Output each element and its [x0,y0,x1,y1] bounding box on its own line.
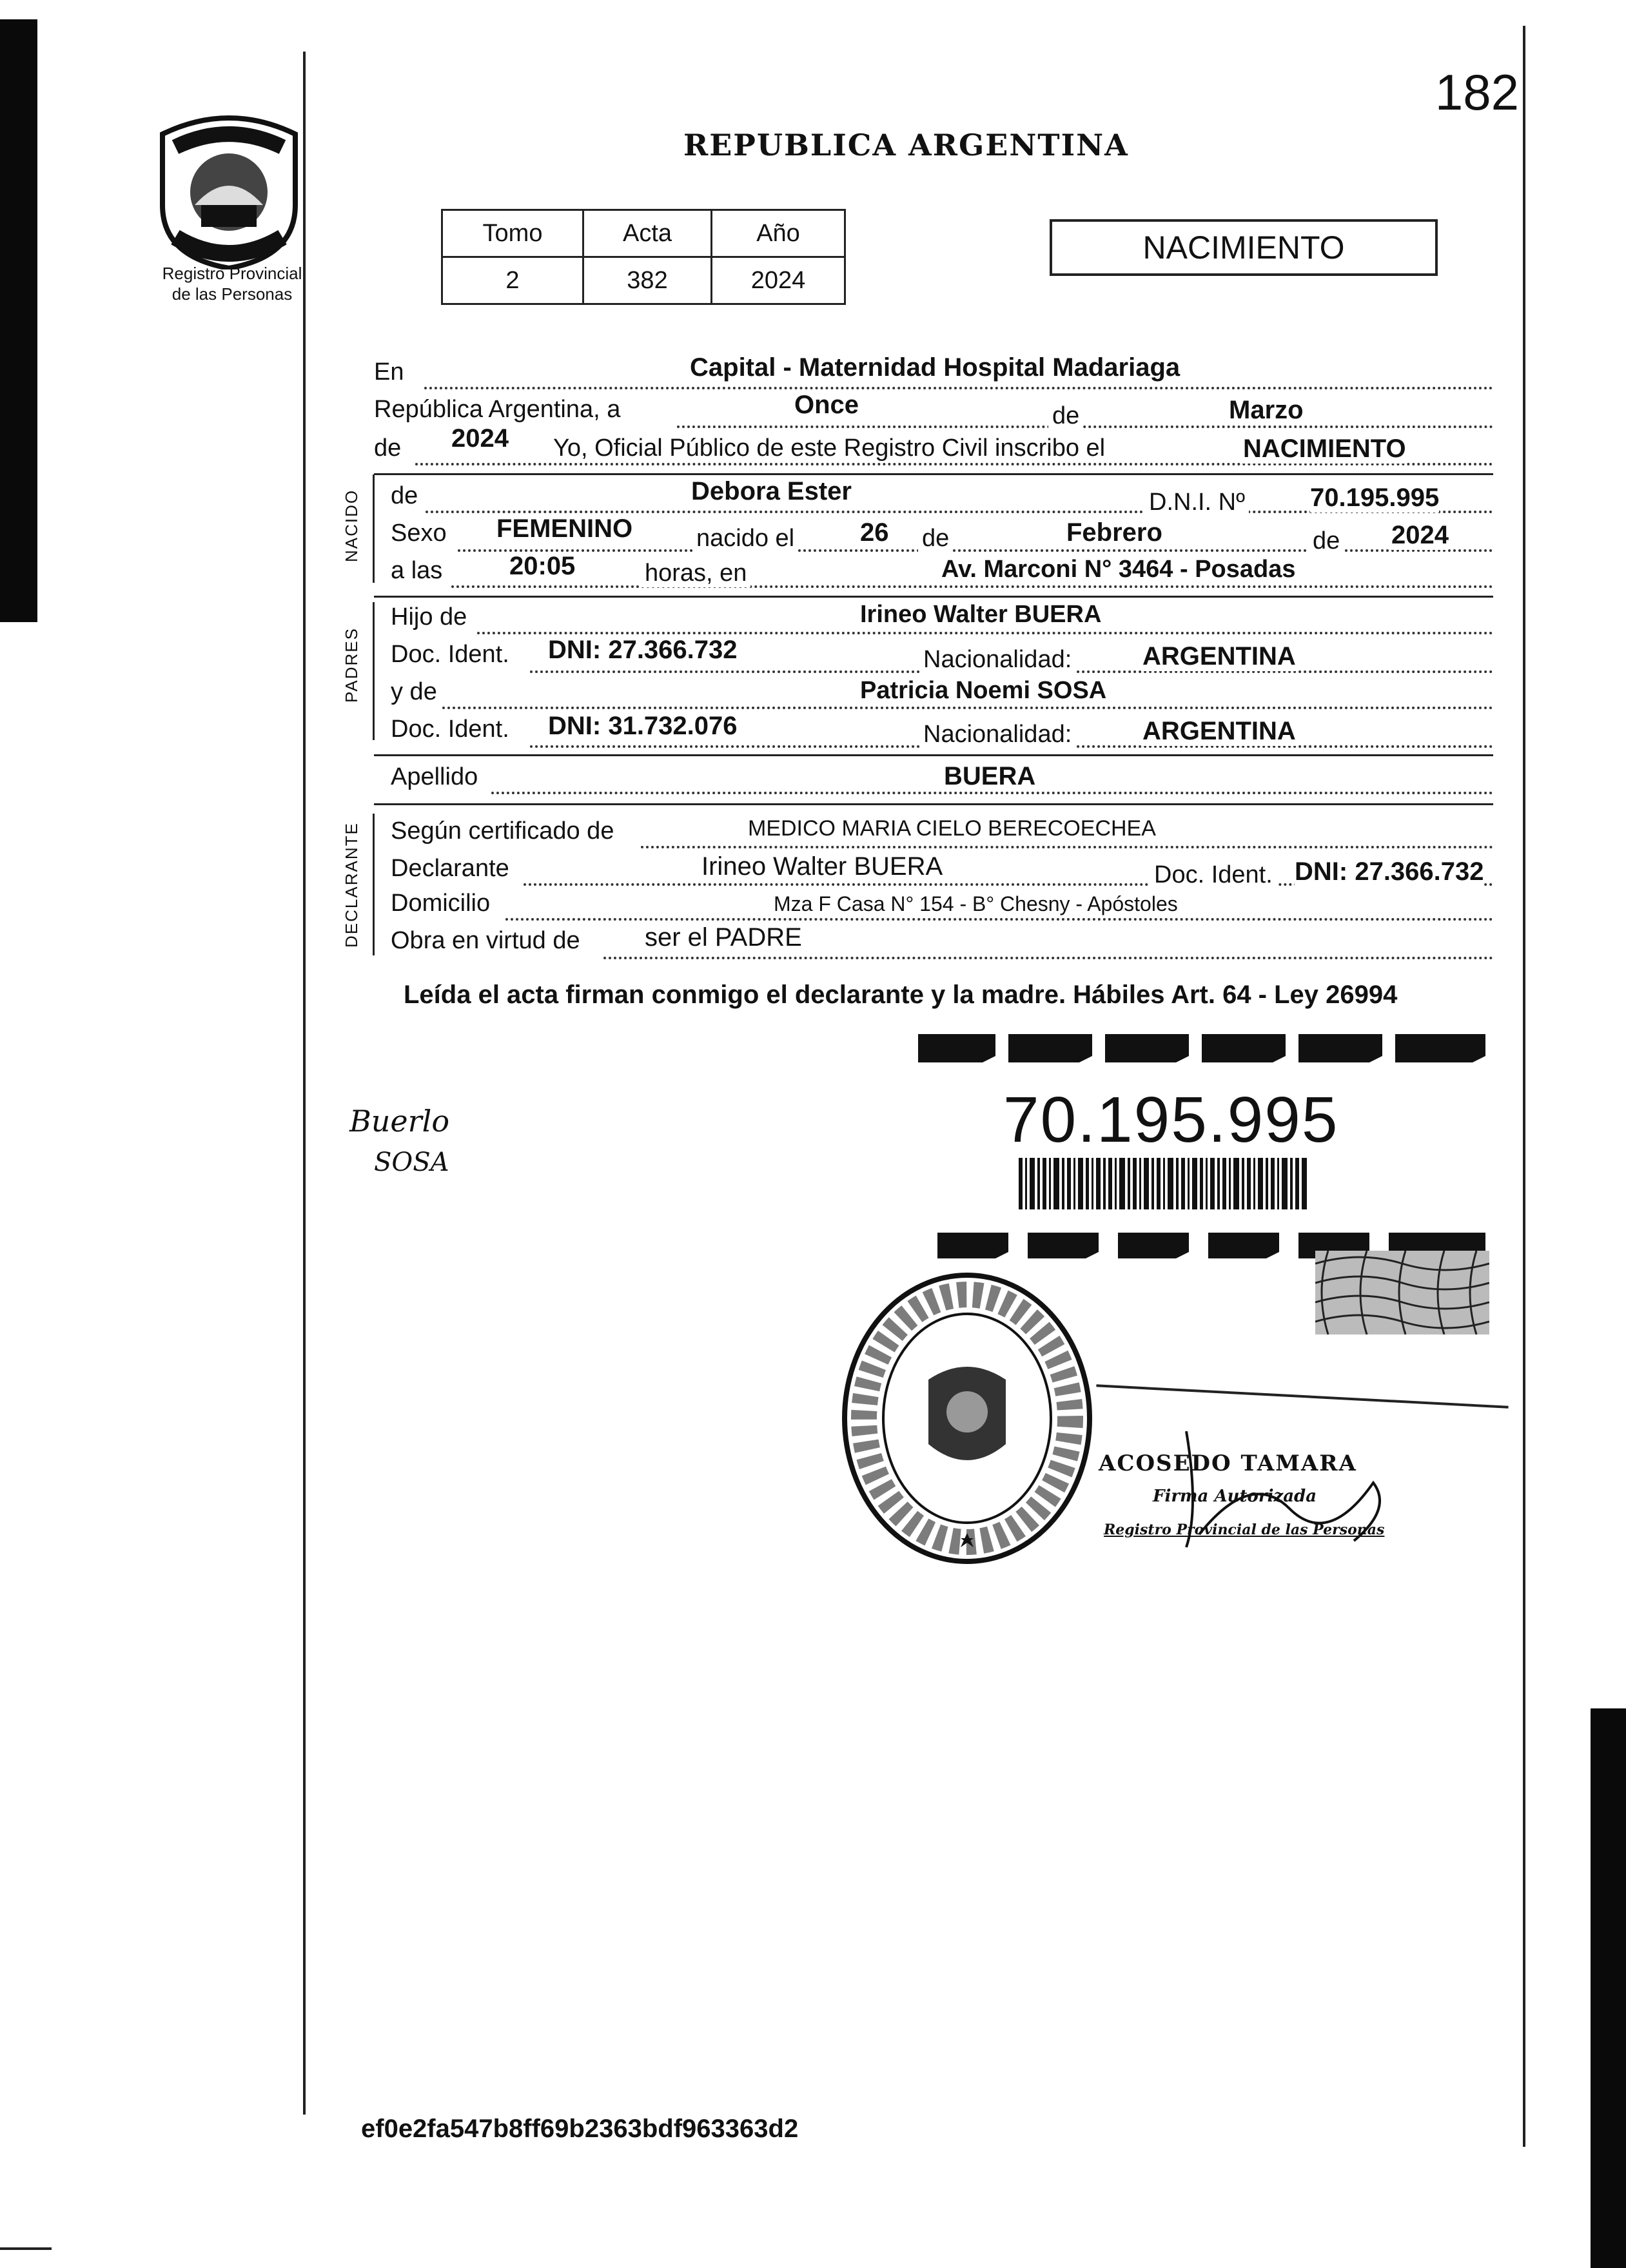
registry-org-label [129,263,335,304]
domicilio-label: Domicilio [391,890,491,917]
republica-label: República Argentina, a [374,396,621,423]
acta-header: Acta [583,210,712,257]
page-number: 182 [1435,64,1519,121]
record-year: 2024 [451,424,509,453]
section-bracket [373,814,375,955]
security-band-top [918,1028,1492,1073]
tomo-value: 2 [442,257,583,304]
de-label: de [391,482,418,509]
nacido-el-label: nacido el [692,525,798,552]
scan-edge-left [0,19,37,622]
surname: BUERA [944,762,1036,790]
declarant-relation: ser el PADRE [645,923,802,952]
de-label: de [1048,402,1083,430]
document-hash: ef0e2fa547b8ff69b2363bdf963363d2 [361,2115,799,2143]
sexo-label: Sexo [391,520,447,547]
section-bracket [373,602,375,740]
doc-ident-label: Doc. Ident. [1150,861,1277,889]
apellido-label: Apellido [391,763,478,790]
signature-line [1096,1384,1508,1408]
tomo-header: Tomo [442,210,583,257]
birth-place: Av. Marconi N° 3464 - Posadas [941,556,1296,583]
doc-ident-label: Doc. Ident. [391,716,509,743]
birth-month: Febrero [1066,518,1162,547]
declarante-label: Declarante [391,855,509,882]
guilloche-pattern [1315,1251,1489,1334]
en-label: En [374,358,404,386]
y-de-label: y de [391,678,437,705]
registry-table [441,209,846,305]
declarant-name: Irineo Walter BUERA [701,852,943,881]
org-line-1: Registro Provincial [162,264,302,283]
mother-dni: DNI: 31.732.076 [548,712,738,740]
padres-side-label: PADRES [342,627,361,703]
anio-header: Año [712,210,845,257]
registry-header-row [442,210,845,257]
declarant-address: Mza F Casa N° 154 - B° Chesny - Apóstoles [774,892,1178,915]
cert-label: Según certificado de [391,817,614,845]
dotted-line [424,387,1493,389]
de-label: de [1309,527,1344,555]
section-separator [374,754,1493,756]
dotted-line [451,585,1493,588]
barcode-icon [1019,1158,1309,1209]
official-text: Yo, Oficial Público de este Registro Civil inscribo el [549,435,1109,462]
officer-role: Firma Autorizada [1153,1487,1317,1506]
hijo-de-label: Hijo de [391,603,467,631]
acta-value: 382 [583,257,712,304]
country-title: REPUBLICA ARGENTINA [683,128,1129,162]
dotted-line [505,918,1493,921]
dotted-line [477,632,1493,634]
birth-year: 2024 [1391,521,1449,549]
declarante-side-label: DECLARANTE [342,822,361,948]
nacido-side-label: NACIDO [342,489,361,562]
father-nationality: ARGENTINA [1142,642,1296,670]
certifying-doctor: MEDICO MARIA CIELO BERECOECHEA [748,816,1156,841]
dotted-line [677,425,1493,428]
act-type: NACIMIENTO [1243,435,1406,463]
birth-day: 26 [860,518,889,547]
section-separator [374,596,1493,598]
a-las-label: a las [391,557,443,584]
mother-name: Patricia Noemi SOSA [860,677,1107,704]
signature-mother: SOSA [374,1148,449,1177]
doc-ident-label: Doc. Ident. [391,641,509,668]
nacionalidad-label: Nacionalidad: [919,646,1075,674]
de-label: de [918,525,953,552]
record-month: Marzo [1229,396,1304,424]
de-label-2: de [374,435,402,462]
obra-label: Obra en virtud de [391,927,580,954]
dotted-line [641,846,1493,848]
mother-nationality: ARGENTINA [1142,717,1296,745]
officer-office: Registro Provincial de las Personas [1104,1521,1385,1538]
dotted-line [442,707,1493,709]
horas-label: horas, en [641,560,750,587]
security-number: 70.195.995 [1003,1084,1339,1156]
child-name: Debora Ester [691,477,852,505]
org-line-2: de las Personas [171,284,293,304]
place-of-record: Capital - Maternidad Hospital Madariaga [690,353,1180,382]
nacionalidad-label: Nacionalidad: [919,721,1075,748]
declarant-dni: DNI: 27.366.732 [1295,857,1484,886]
scan-mark [0,2247,52,2250]
signature-declarant: Buerlo [349,1104,450,1139]
record-day: Once [794,391,859,419]
official-seal-icon [838,1270,1096,1567]
father-dni: DNI: 27.366.732 [548,636,738,664]
section-bracket [373,474,375,583]
child-dni: 70.195.995 [1310,484,1440,512]
registry-value-row [442,257,845,304]
closing-note: Leída el acta firman conmigo el declarante y la madre. Hábiles Art. 64 - Ley 26994 [404,981,1398,1009]
dni-label: D.N.I. Nº [1145,489,1249,516]
scan-edge-right [1591,1708,1626,2268]
officer-name: ACOSEDO TAMARA [1099,1451,1357,1476]
province-crest-icon [150,108,308,269]
dotted-line [603,957,1493,959]
margin-line-left [303,52,306,2115]
margin-line-right [1523,26,1525,2147]
birth-time: 20:05 [509,552,576,580]
section-separator [374,803,1493,805]
record-type-box: NACIMIENTO [1050,219,1438,276]
dotted-line [491,792,1493,794]
anio-value: 2024 [712,257,845,304]
father-name: Irineo Walter BUERA [860,601,1102,628]
officer-signature [1161,1431,1418,1560]
child-sex: FEMENINO [496,514,633,543]
section-separator [374,473,1493,475]
